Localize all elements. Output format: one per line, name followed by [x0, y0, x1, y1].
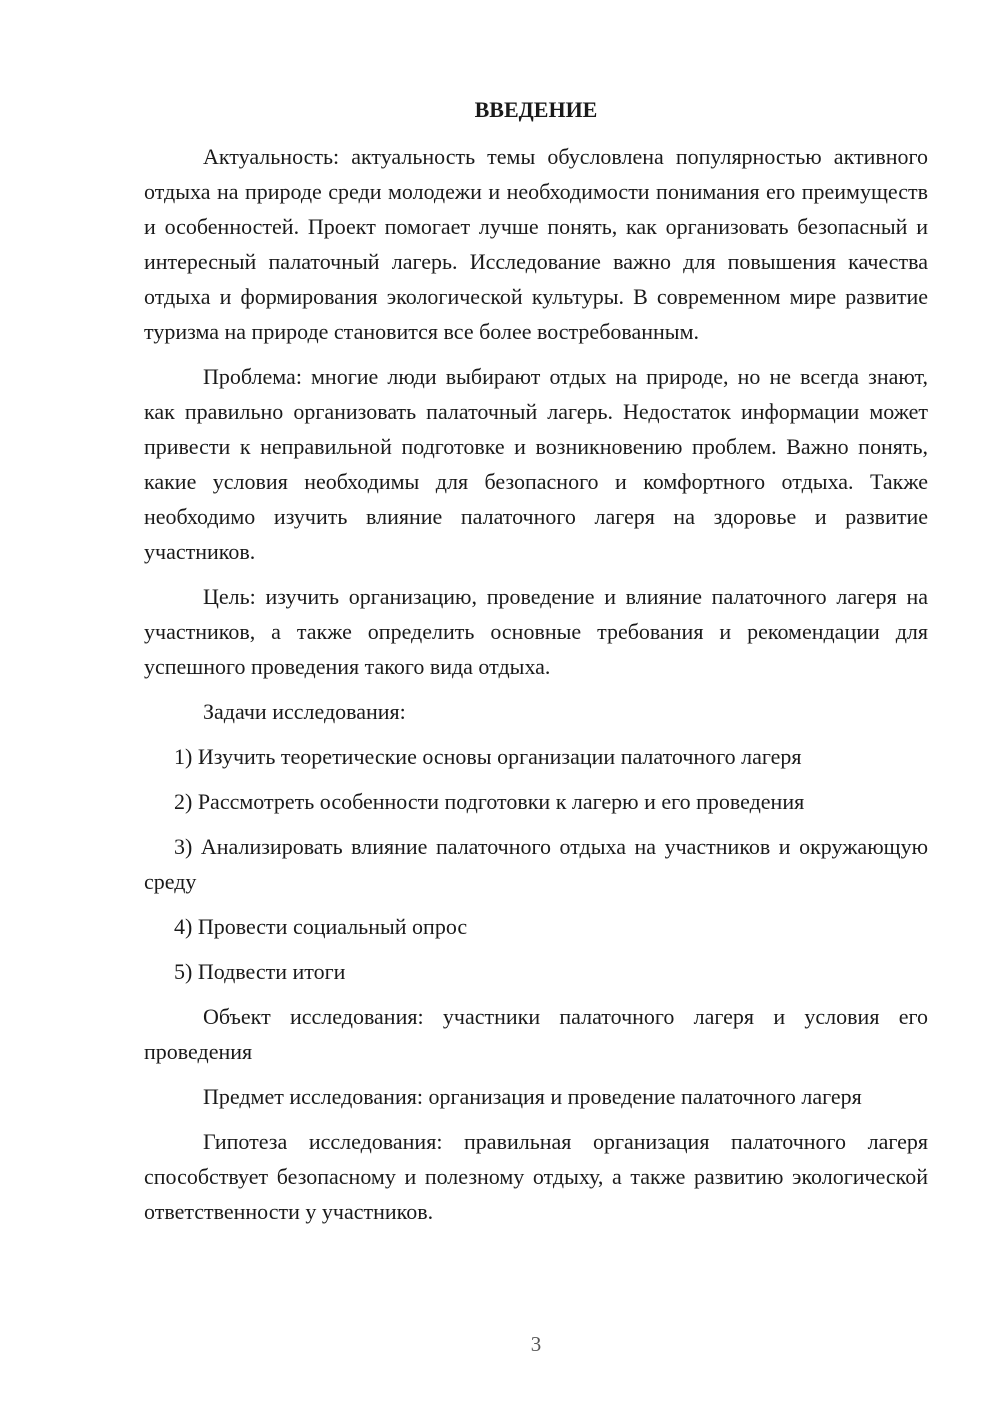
relevance-paragraph: Актуальность: актуальность темы обусловлена популярностью активного отдыха на природе среди молодежи и необходимости понимания его преимуществ и особенностей. Проект помогает лучше понять, как организовать безопасный и интересный палаточный лагерь. Исследование важно для повышения качества отдыха и формирования экологической культуры. В современном мире развитие туризма на природе становится все более востребованным.: [144, 144, 928, 344]
page-title: ВВЕДЕНИЕ: [474, 97, 598, 122]
task-item: 3) Анализировать влияние палаточного отдыха на участников и окружающую среду: [144, 834, 928, 894]
task-item: 5) Подвести итоги: [174, 959, 346, 984]
goal-paragraph: Цель: изучить организацию, проведение и влияние палаточного лагеря на участников, а также определить основные требования и рекомендации для успешного проведения такого вида отдыха.: [144, 584, 928, 679]
tasks-heading: Задачи исследования:: [203, 699, 406, 724]
page-number: 3: [530, 1332, 542, 1356]
task-item: 4) Провести социальный опрос: [174, 914, 468, 939]
object-paragraph: Объект исследования: участники палаточного лагеря и условия его проведения: [144, 1004, 928, 1064]
problem-paragraph: Проблема: многие люди выбирают отдых на природе, но не всегда знают, как правильно организовать палаточный лагерь. Недостаток информации может привести к неправильной подготовке и возникновению проблем. Важно понять, какие условия необходимы для безопасного и комфортного отдыха. Также необходимо изучить влияние палаточного лагеря на здоровье и развитие участников.: [144, 364, 928, 564]
task-item: 1) Изучить теоретические основы организации палаточного лагеря: [174, 744, 802, 769]
subject-paragraph: Предмет исследования: организация и проведение палаточного лагеря: [203, 1084, 862, 1109]
task-item: 2) Рассмотреть особенности подготовки к лагерю и его проведения: [174, 789, 805, 814]
hypothesis-paragraph: Гипотеза исследования: правильная организация палаточного лагеря способствует безопасному и полезному отдыху, а также развитию экологической ответственности у участников.: [144, 1129, 928, 1224]
document-page: [144, 92, 928, 1239]
